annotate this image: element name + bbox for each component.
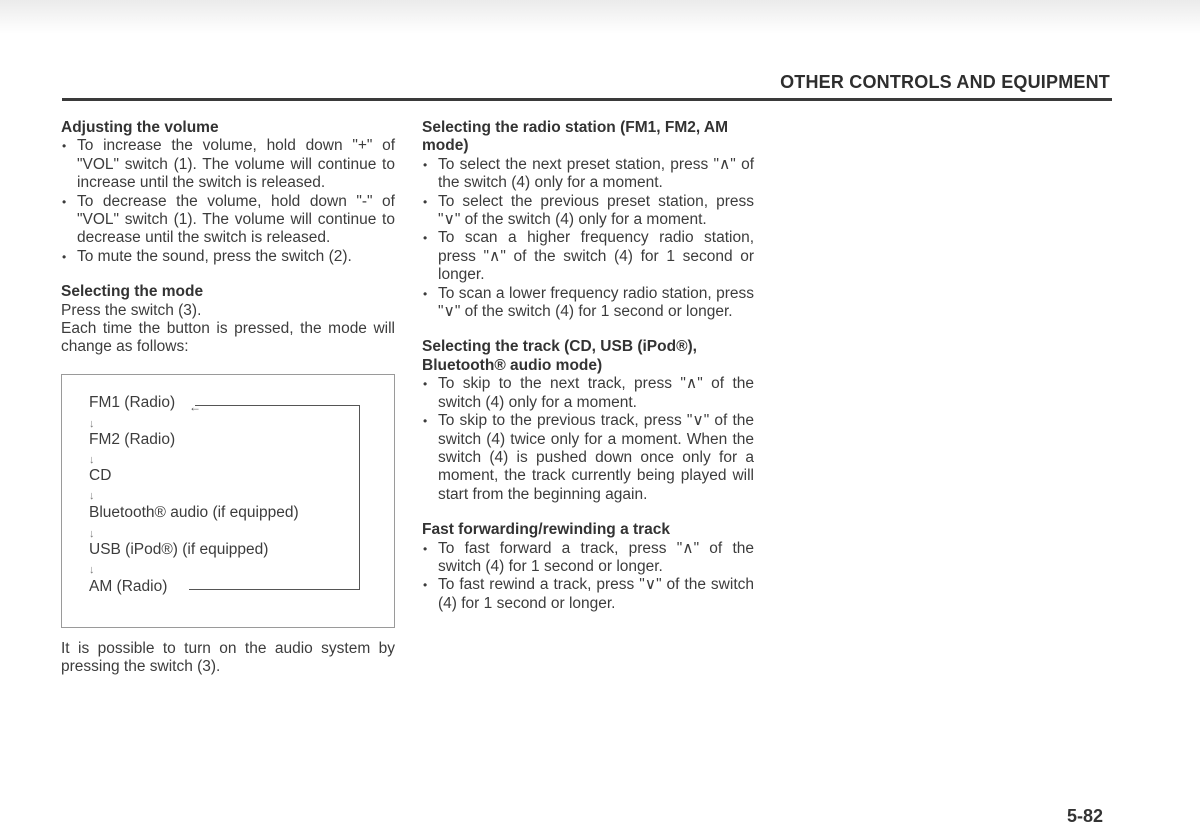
volume-item-increase: • To increase the volume, hold down "+" of "VOL" switch (1). The volume will continue to increase until the switch is released. — [61, 137, 395, 192]
page-top-shadow — [0, 0, 1200, 34]
radio-item-scan-lower: • To scan a lower frequency radio station, press "∨" of the switch (4) for 1 second or longer. — [422, 285, 754, 322]
down-arrow-icon: ↓ — [89, 563, 95, 576]
header-rule — [62, 98, 1112, 101]
section-header-title: OTHER CONTROLS AND EQUIPMENT — [780, 72, 1110, 92]
down-arrow-icon: ↓ — [89, 417, 95, 430]
mode-heading: Selecting the mode — [61, 283, 204, 301]
mode-usb: USB (iPod®) (if equipped) — [89, 540, 269, 558]
track-list — [422, 375, 754, 504]
left-column — [61, 119, 395, 677]
mode-sequence-diagram — [61, 374, 395, 628]
page-number: 5-82 — [1067, 806, 1104, 826]
mode-text-press: Press the switch (3). — [61, 301, 202, 319]
mode-power-note: It is possible to turn on the audio system by pressing the switch (3). — [61, 639, 395, 676]
fast-item-rewind: • To fast rewind a track, press "∨" of the switch (4) for 1 second or longer. — [422, 576, 754, 613]
fast-list — [422, 540, 754, 614]
loop-arrow-head-icon: ← — [189, 399, 201, 414]
radio-item-prev-preset: • To select the previous preset station, press "∨" of the switch (4) only for a moment. — [422, 193, 754, 230]
middle-column — [422, 119, 754, 613]
fast-item-forward: • To fast forward a track, press "∧" of the switch (4) for 1 second or longer. — [422, 540, 754, 577]
down-arrow-icon: ↓ — [89, 527, 95, 540]
radio-item-scan-higher: • To scan a higher frequency radio station, press "∧" of the switch (4) for 1 second or longer. — [422, 229, 754, 284]
mode-cd: CD — [89, 466, 112, 484]
volume-item-decrease: • To decrease the volume, hold down "-" of "VOL" switch (1). The volume will continue to decrease until the switch is released. — [61, 193, 395, 248]
track-item-previous: • To skip to the previous track, press "∨" of the switch (4) twice only for a moment. When the switch (4) is pushed down once only for a moment, the track currently being played will start from the beginning again. — [422, 412, 754, 504]
mode-fm2: FM2 (Radio) — [89, 430, 176, 448]
down-arrow-icon: ↓ — [89, 489, 95, 502]
radio-item-next-preset: • To select the next preset station, press "∧" of the switch (4) only for a moment. — [422, 156, 754, 193]
mode-bluetooth: Bluetooth® audio (if equipped) — [89, 503, 299, 521]
down-arrow-icon: ↓ — [89, 453, 95, 466]
loop-line-top — [195, 405, 360, 406]
fast-heading: Fast forwarding/rewinding a track — [422, 521, 671, 539]
mode-text-change: Each time the button is pressed, the mode will change as follows: — [61, 320, 395, 356]
radio-list — [422, 156, 754, 322]
volume-item-mute: • To mute the sound, press the switch (2). — [61, 248, 395, 266]
track-item-next: • To skip to the next track, press "∧" of the switch (4) only for a moment. — [422, 375, 754, 412]
radio-heading: Selecting the radio station (FM1, FM2, AM mode) — [422, 119, 729, 155]
volume-heading: Adjusting the volume — [61, 119, 219, 136]
loop-line-bottom — [189, 589, 360, 590]
track-heading: Selecting the track (CD, USB (iPod®), Bluetooth® audio mode) — [422, 338, 697, 374]
mode-am: AM (Radio) — [89, 577, 168, 595]
volume-list — [61, 137, 395, 266]
mode-fm1: FM1 (Radio) — [89, 393, 176, 411]
loop-line-right — [359, 405, 360, 589]
